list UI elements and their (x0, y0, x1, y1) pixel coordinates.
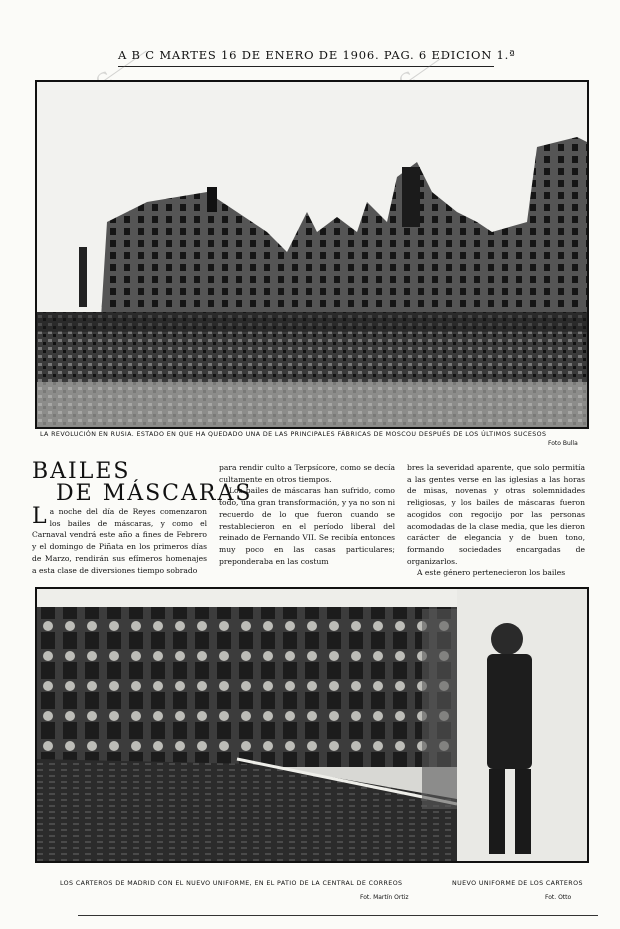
mail-carriers-photo (35, 587, 589, 863)
article-paragraph: A este género pertenecieron los bailes (417, 568, 566, 578)
article-title-line1: BAILES (32, 459, 131, 484)
article-column-3 (407, 462, 585, 579)
article-text: a noche del día de Reyes comenzaron los bailes de máscaras, y como el Carnaval vendrá este año a fines de Febrero y el domingo de Piñata en los primeros días de Marzo, rendirán sus efímeros homenajes a esta clase de diversiones tiempo sobrado (32, 507, 207, 575)
factory-ruins-image (37, 82, 587, 427)
uniform-photo-credit: Fot. Otto (545, 894, 572, 901)
drop-cap: L (32, 504, 47, 529)
page-header: A B C MARTES 16 DE ENERO DE 1906. PAG. 6 EDICION 1.ª (118, 48, 516, 62)
carriers-photo-caption: LOS CARTEROS DE MADRID CON EL NUEVO UNIFORME, EN EL PATIO DE LA CENTRAL DE CORREOS (60, 880, 403, 887)
article-paragraph: para rendir culto a Terpsícore, como se decía cultamente en otros tiempos. (219, 463, 395, 484)
factory-photo-caption: LA REVOLUCIÓN EN RUSIA. ESTADO EN QUE HA QUEDADO UNA DE LAS PRINCIPALES FÁBRICAS DE MOSCOU DESPUÉS DE LOS ÚLTIMOS SUCESOS (40, 431, 547, 438)
mail-carriers-image (37, 589, 587, 861)
article-title-line2: DE MÁSCARAS (56, 481, 253, 506)
header-rule (118, 66, 494, 67)
article-column-1 (32, 506, 207, 576)
article-column-2 (219, 462, 395, 567)
factory-ruins-photo (35, 80, 589, 429)
uniform-photo-caption: NUEVO UNIFORME DE LOS CARTEROS (452, 880, 583, 887)
carriers-photo-credit: Fot. Martín Ortiz (360, 894, 409, 901)
article-paragraph: Los bailes de máscaras han sufrido, como todo, una gran transformación, y ya no son ni recuerdo de lo que fueron cuando se restablecieron en el período liberal del reinado de Fernando VII. Se recibía entonces muy poco en las casas particulares; preponderaba en las costum (219, 486, 395, 566)
factory-photo-credit: Foto Bulla (548, 440, 578, 447)
footer-rule (78, 915, 598, 916)
article-paragraph: bres la severidad aparente, que solo permitía a las gentes verse en las iglesias a las horas de misas, novenas y otras solemnidades religiosas, y los bailes de máscaras fueron acogidos con regocijo por las personas acomodadas de la clase media, que les dieron carácter de elegancia y de buen tono, formando sociedades encargadas de organizarlos. (407, 463, 585, 566)
article-paragraph (32, 506, 207, 576)
